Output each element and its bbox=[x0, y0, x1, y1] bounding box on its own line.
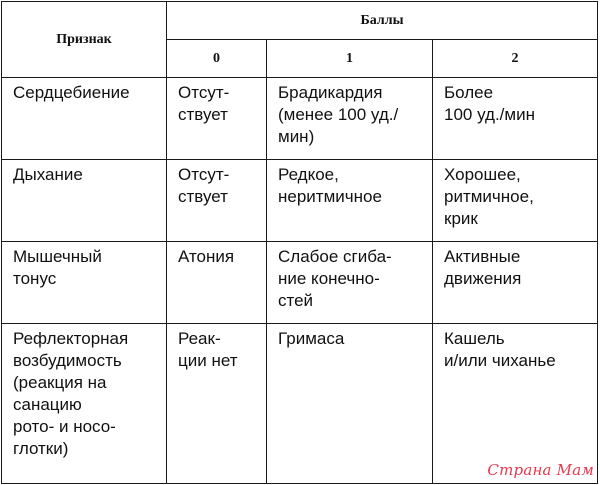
table-row bbox=[2, 324, 598, 484]
header-score-0: 0 bbox=[167, 40, 267, 78]
table-row bbox=[2, 160, 598, 242]
scoring-table bbox=[1, 1, 598, 484]
row-criterion: Мышечный тонус bbox=[2, 242, 167, 324]
row-criterion: Рефлекторная возбудимость (реакция на санацию рото- и носо- глотки) bbox=[2, 324, 167, 484]
row-score-2: Более 100 уд./мин bbox=[433, 78, 598, 160]
table-row bbox=[2, 242, 598, 324]
row-score-1: Слабое сгиба- ние конечно- стей bbox=[267, 242, 433, 324]
watermark-logo: Страна Мам bbox=[487, 461, 594, 479]
row-score-2: Хорошее, ритмичное, крик bbox=[433, 160, 598, 242]
header-score-1: 1 bbox=[267, 40, 433, 78]
row-criterion: Сердцебиение bbox=[2, 78, 167, 160]
row-score-2: Кашель и/или чиханье bbox=[433, 324, 598, 484]
table-row bbox=[2, 78, 598, 160]
row-score-1: Гримаса bbox=[267, 324, 433, 484]
header-score-2: 2 bbox=[433, 40, 598, 78]
row-score-0: Отсут- ствует bbox=[167, 160, 267, 242]
header-row-top bbox=[2, 2, 598, 40]
row-score-0: Атония bbox=[167, 242, 267, 324]
row-score-2: Активные движения bbox=[433, 242, 598, 324]
row-score-1: Брадикардия (менее 100 уд./ мин) bbox=[267, 78, 433, 160]
row-criterion: Дыхание bbox=[2, 160, 167, 242]
row-score-0: Реак- ции нет bbox=[167, 324, 267, 484]
header-criterion: Признак bbox=[2, 2, 167, 78]
row-score-1: Редкое, неритмичное bbox=[267, 160, 433, 242]
header-scores-group: Баллы bbox=[167, 2, 598, 40]
row-score-0: Отсут- ствует bbox=[167, 78, 267, 160]
